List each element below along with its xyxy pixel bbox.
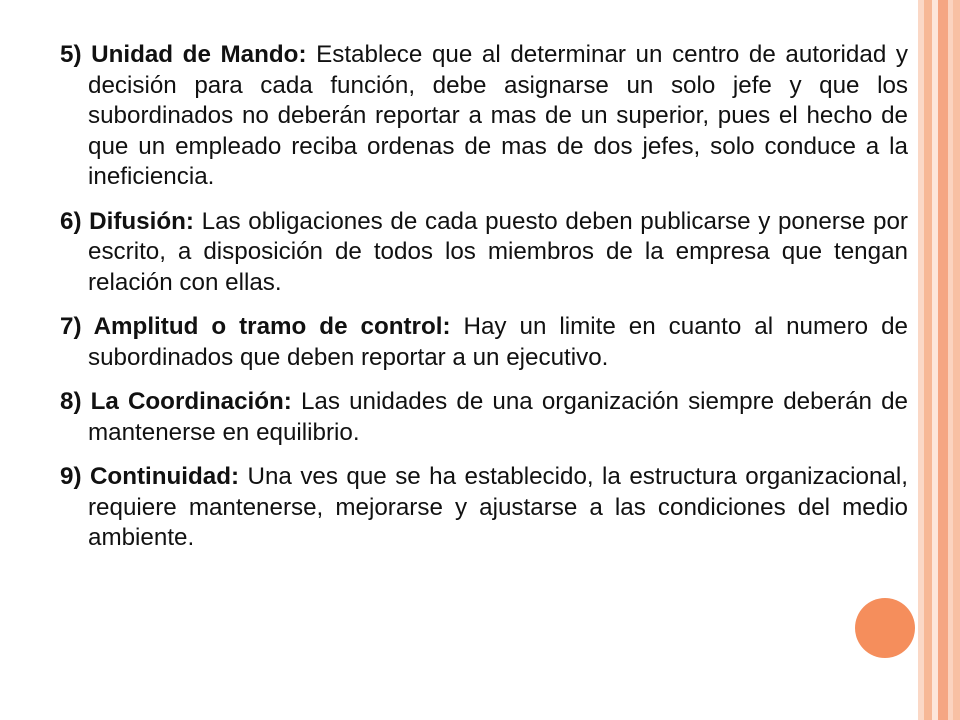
principle-text: Hay un limite en cuanto al numero de subordinados que deben reportar a un ejecutivo. <box>88 313 908 371</box>
principle-heading: 7) Amplitud o tramo de control: <box>60 313 451 340</box>
decorative-stripes <box>918 0 960 720</box>
principle-item-5 <box>60 40 908 193</box>
stripe <box>953 0 960 720</box>
principle-heading: 8) La Coordinación: <box>60 388 292 415</box>
stripe <box>924 0 932 720</box>
principle-text: Las obligaciones de cada puesto deben publicarse y ponerse por escrito, a disposición de todos los miembros de la empresa que tengan relación con ellas. <box>88 207 908 296</box>
principle-heading: 6) Difusión: <box>60 207 194 235</box>
slide-content <box>60 40 908 568</box>
stripe <box>938 0 948 720</box>
principle-item-7 <box>60 312 908 373</box>
principle-item-9 <box>60 462 908 554</box>
decorative-circle <box>855 598 915 658</box>
principle-item-8 <box>60 387 908 448</box>
principle-text: Las unidades de una organización siempre deberán de mantenerse en equilibrio. <box>88 388 908 446</box>
principle-heading: 5) Unidad de Mando: <box>60 41 307 68</box>
principle-item-6 <box>60 207 908 299</box>
principle-heading: 9) Continuidad: <box>60 463 240 490</box>
principle-text: Establece que al determinar un centro de autoridad y decisión para cada función, debe asignarse un solo jefe y que los subordinados no deberán reportar a mas de un superior, pues el hecho de que un empleado reciba ordenas de mas de dos jefes, solo conduce a la ineficiencia. <box>88 41 908 190</box>
principle-text: Una ves que se ha establecido, la estructura organizacional, requiere mantenerse, mejorarse y ajustarse a las condiciones del medio ambiente. <box>88 463 908 551</box>
